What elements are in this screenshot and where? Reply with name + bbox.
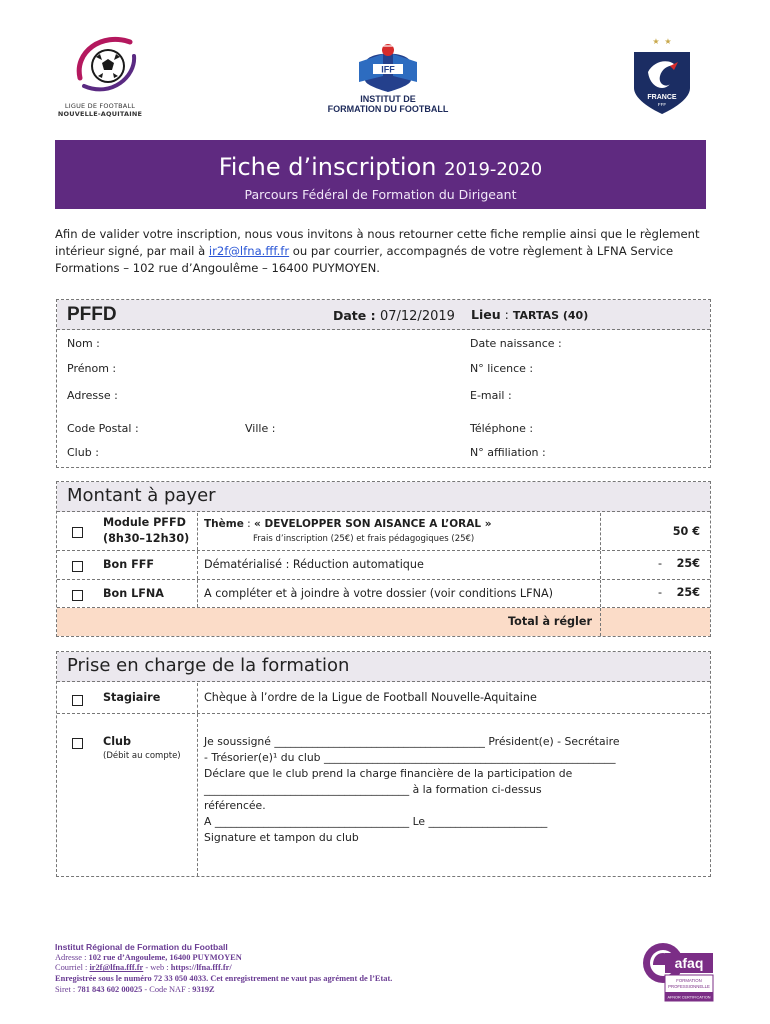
football-ball-icon	[72, 32, 142, 102]
club-row	[57, 714, 710, 876]
footer-siret-label: Siret :	[55, 984, 78, 994]
pffd-section	[56, 299, 711, 468]
module-row	[57, 513, 710, 551]
afaq-sub1: FORMATION	[676, 978, 702, 983]
column-divider	[600, 580, 601, 607]
total-row	[57, 608, 710, 636]
bon-fff-sign: -	[658, 557, 663, 570]
column-divider	[197, 551, 198, 579]
column-divider	[600, 513, 601, 550]
footer-title: Institut Régional de Formation du Football	[55, 942, 228, 952]
club-checkbox[interactable]	[72, 738, 83, 749]
module-amount: 50 €	[672, 525, 700, 538]
title-banner	[55, 140, 706, 209]
lfna-logo	[50, 32, 150, 122]
telephone-field[interactable]: Téléphone :	[470, 422, 534, 435]
page-subtitle: Parcours Fédéral de Formation du Dirigeant	[244, 187, 517, 202]
fff-crest-sub: FFF	[657, 102, 667, 107]
bon-lfna-desc: A compléter et à joindre à votre dossier (voir conditions LFNA)	[204, 587, 553, 600]
licence-field[interactable]: N° licence :	[470, 362, 534, 375]
footer-siret	[55, 985, 615, 996]
bon-fff-label: Bon FFF	[103, 558, 154, 571]
montant-section	[56, 481, 711, 637]
email-field[interactable]: E-mail :	[470, 389, 512, 402]
theme-label: Thème	[204, 518, 244, 530]
bon-fff-desc: Dématérialisé : Réduction automatique	[204, 558, 424, 571]
club-declaration[interactable]	[204, 734, 704, 846]
footer-address-label: Adresse :	[55, 952, 89, 962]
pffd-header	[57, 300, 710, 330]
svg-text:★: ★	[652, 37, 660, 46]
declaration-line: ______________________________________ à la formation ci-dessus	[204, 783, 542, 796]
affiliation-field[interactable]: N° affiliation :	[470, 446, 546, 459]
prise-header	[57, 652, 710, 682]
signature-line: Signature et tampon du club	[204, 831, 359, 844]
bon-fff-checkbox[interactable]	[72, 561, 83, 572]
bon-lfna-checkbox[interactable]	[72, 590, 83, 601]
total-amount-cell[interactable]	[601, 608, 710, 636]
footer-email-link[interactable]: ir2f@lfna.fff.fr	[89, 963, 144, 973]
declaration-line: - Trésorier(e)¹ du club ______________________________________________________	[204, 751, 616, 764]
club-field[interactable]: Club :	[67, 446, 99, 459]
total-label: Total à régler	[508, 615, 592, 628]
column-divider	[197, 580, 198, 607]
footer	[55, 942, 615, 996]
bon-lfna-sign: -	[658, 586, 663, 599]
bon-lfna-label: Bon LFNA	[103, 587, 164, 600]
club-label: Club	[103, 735, 132, 748]
session-date: Date : 07/12/2019	[333, 308, 455, 324]
footer-address-value: 102 rue d’Angouleme, 16400 PUYMOYEN	[88, 952, 242, 962]
module-theme: Thème : « DEVELOPPER SON AISANCE A L’ORAL »	[204, 518, 492, 530]
date-naissance-field[interactable]: Date naissance :	[470, 337, 562, 350]
lfna-logo-line2: NOUVELLE-AQUITAINE	[57, 110, 143, 118]
declaration-line: Déclare que le club prend la charge financière de la participation de	[204, 767, 573, 780]
lfna-logo-line1: LIGUE DE FOOTBALL	[64, 102, 136, 110]
iff-name-line1: INSTITUT DE	[360, 94, 416, 104]
lieu-label: Lieu	[471, 307, 501, 322]
footer-siret-value: 781 843 602 00025	[77, 984, 143, 994]
svg-text:★: ★	[664, 37, 672, 46]
adresse-field[interactable]: Adresse :	[67, 389, 118, 402]
stagiaire-checkbox[interactable]	[72, 695, 83, 706]
stagiaire-row	[57, 683, 710, 714]
title-year: 2019-2020	[444, 159, 543, 180]
bon-fff-amount: 25€	[676, 557, 700, 570]
iff-badge-text: IFF	[381, 64, 395, 75]
column-divider	[197, 683, 198, 713]
afaq-text: afaq	[674, 955, 704, 971]
intro-text-1: Afin de valider votre inscription, nous vous invitons à nous retourner cette fiche remplie ainsi que le règlement intérieur signé, par mail à	[55, 227, 700, 258]
title-text: Fiche d’inscription	[218, 153, 437, 181]
footer-naf-value: 9319Z	[192, 984, 215, 994]
intro-paragraph	[55, 226, 715, 277]
date-value: 07/12/2019	[379, 309, 455, 324]
bon-lfna-amount: 25€	[676, 586, 700, 599]
column-divider	[600, 551, 601, 579]
declaration-line: référencée.	[204, 799, 266, 812]
pffd-heading: PFFD	[67, 304, 117, 325]
footer-naf-label: - Code NAF :	[142, 984, 193, 994]
iff-logo	[318, 40, 458, 120]
afaq-sub3: AFNOR CERTIFICATION	[667, 995, 711, 1000]
theme-value: « DEVELOPPER SON AISANCE A L’ORAL »	[254, 518, 492, 530]
club-sub-label: (Débit au compte)	[103, 751, 181, 761]
montant-heading: Montant à payer	[67, 485, 216, 506]
declaration-line: A ____________________________________ Le ______________________	[204, 815, 548, 828]
footer-web-label: - web :	[143, 963, 171, 973]
ville-field[interactable]: Ville :	[245, 422, 276, 435]
prise-heading: Prise en charge de la formation	[67, 655, 350, 676]
date-label: Date	[333, 308, 367, 323]
footer-address	[55, 953, 615, 964]
module-label	[103, 515, 189, 547]
iff-name-line2: FORMATION DU FOOTBALL	[327, 104, 449, 114]
bon-fff-row	[57, 551, 710, 580]
bon-lfna-row	[57, 580, 710, 608]
lieu-value: TARTAS (40)	[512, 309, 589, 322]
footer-courriel-label: Courriel :	[55, 963, 90, 973]
declaration-line: Je soussigné _______________________________________ Président(e) - Secrétaire	[204, 735, 620, 748]
code-postal-field[interactable]: Code Postal :	[67, 422, 139, 435]
page-title	[55, 152, 706, 185]
fff-crest-text: FRANCE	[647, 94, 677, 101]
afaq-sub2: PROFESSIONNELLE	[668, 984, 710, 989]
footer-web-link[interactable]: https://lfna.fff.fr/	[170, 963, 232, 973]
stagiaire-desc: Chèque à l’ordre de la Ligue de Football Nouvelle-Aquitaine	[204, 691, 537, 704]
fff-crest-icon	[630, 36, 694, 116]
stagiaire-label: Stagiaire	[103, 691, 161, 704]
footer-registration: Enregistrée sous le numéro 72 33 050 4033. Cet enregistrement ne vaut pas agrément de l’Etat.	[55, 974, 393, 984]
prise-en-charge-section	[56, 651, 711, 877]
montant-header	[57, 482, 710, 512]
intro-text-2: ou par courrier, accompagnés de votre règlement à LFNA Service Formations – 102 rue d’Angoulême – 16400 PUYMOYEN.	[55, 244, 674, 275]
module-label-line2: (8h30–12h30)	[103, 532, 190, 545]
module-checkbox[interactable]	[72, 527, 83, 538]
contact-email-link[interactable]: ir2f@lfna.fff.fr	[208, 244, 290, 258]
module-fee-note: Frais d’inscription (25€) et frais pédagogiques (25€)	[253, 534, 475, 544]
column-divider	[197, 513, 198, 550]
footer-contact	[55, 963, 615, 974]
module-label-line1: Module PFFD	[103, 516, 186, 529]
column-divider	[197, 714, 198, 876]
nom-field[interactable]: Nom :	[67, 337, 100, 350]
afaq-certification-logo	[641, 941, 717, 1005]
session-location: Lieu : TARTAS (40)	[471, 307, 589, 322]
iff-emblem-icon	[357, 40, 419, 92]
prenom-field[interactable]: Prénom :	[67, 362, 117, 375]
